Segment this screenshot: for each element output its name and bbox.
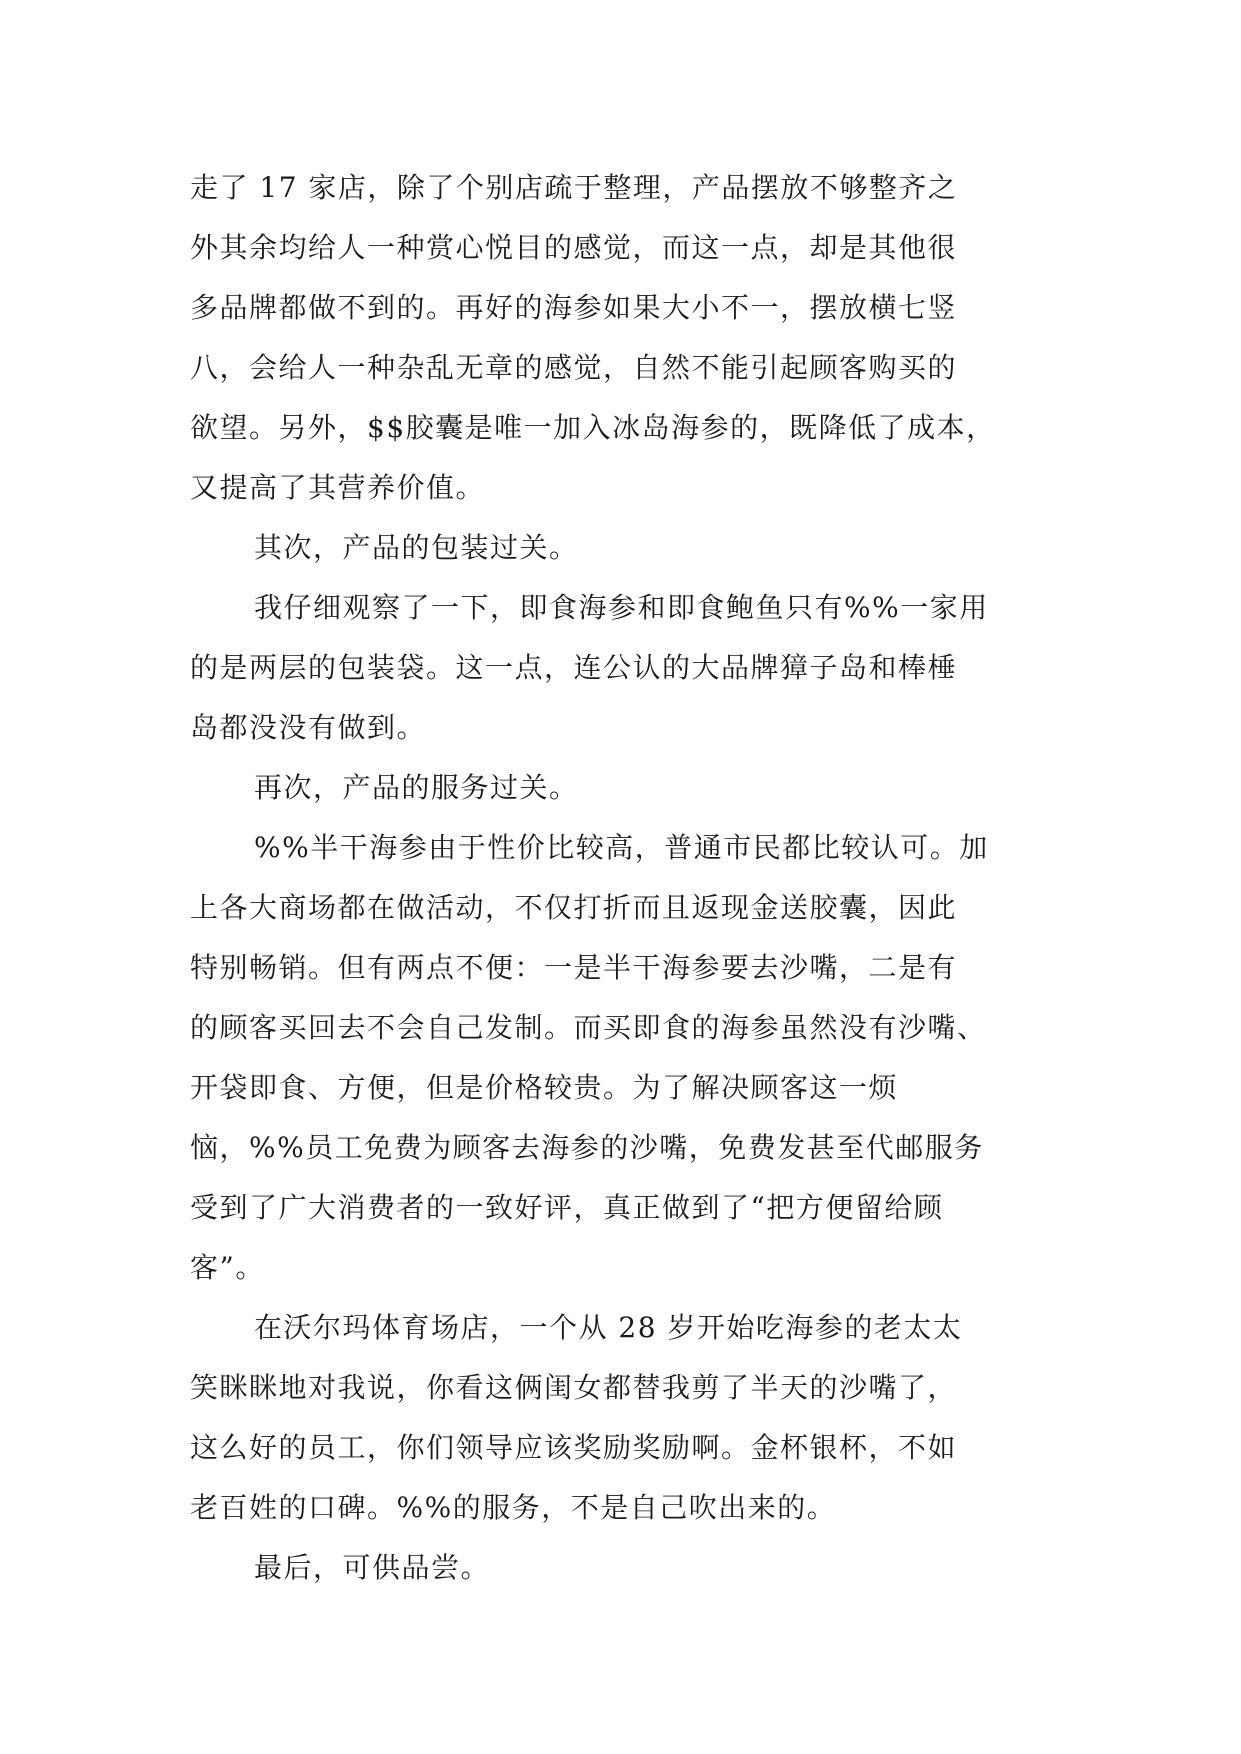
- text-line: 岛都没没有做到。: [190, 711, 427, 744]
- paragraph-heading: 最后，可供品尝。: [254, 1551, 491, 1584]
- text-line: 恼，%%员工免费为顾客去海参的沙嘴，免费发甚至代邮服务: [190, 1131, 984, 1164]
- text-line: 又提高了其营养价值。: [190, 471, 486, 504]
- text-line: 客”。: [190, 1251, 265, 1284]
- text-line: %%半干海参由于性价比较高，普通市民都比较认可。加: [254, 831, 989, 864]
- text-line: 的是两层的包装袋。这一点，连公认的大品牌獐子岛和棒棰: [190, 651, 958, 684]
- text-line: 受到了广大消费者的一致好评，真正做到了“把方便留给顾: [190, 1191, 944, 1224]
- text-line: 在沃尔玛体育场店，一个从 28 岁开始吃海参的老太太: [254, 1311, 963, 1344]
- text-line: 上各大商场都在做活动，不仅打折而且返现金送胶囊，因此: [190, 891, 958, 924]
- text-line: 八，会给人一种杂乱无章的感觉，自然不能引起顾客购买的: [190, 351, 958, 384]
- text-line: 外其余均给人一种赏心悦目的感觉，而这一点，却是其他很: [190, 231, 958, 264]
- body-text: [190, 158, 1060, 1598]
- text-line: 特别畅销。但有两点不便：一是半干海参要去沙嘴，二是有: [190, 951, 958, 984]
- text-line: 走了 17 家店，除了个别店疏于整理，产品摆放不够整齐之: [190, 171, 958, 204]
- text-line: 多品牌都做不到的。再好的海参如果大小不一，摆放横七竖: [190, 291, 958, 324]
- text-line: 欲望。另外，$$胶囊是唯一加入冰岛海参的，既降低了成本，: [190, 411, 996, 444]
- text-line: 笑眯眯地对我说，你看这俩闺女都替我剪了半天的沙嘴了，: [190, 1371, 958, 1404]
- text-line: 老百姓的口碑。%%的服务，不是自己吹出来的。: [190, 1491, 837, 1524]
- text-line: 开袋即食、方便，但是价格较贵。为了解决顾客这一烦: [190, 1071, 899, 1104]
- text-line: 这么好的员工，你们领导应该奖励奖励啊。金杯银杯，不如: [190, 1431, 958, 1464]
- text-line: 的顾客买回去不会自己发制。而买即食的海参虽然没有沙嘴、: [190, 1011, 987, 1044]
- paragraph-heading: 其次，产品的包装过关。: [254, 531, 579, 564]
- paragraph-heading: 再次，产品的服务过关。: [254, 771, 579, 804]
- text-line: 我仔细观察了一下，即食海参和即食鲍鱼只有%%一家用: [254, 591, 989, 624]
